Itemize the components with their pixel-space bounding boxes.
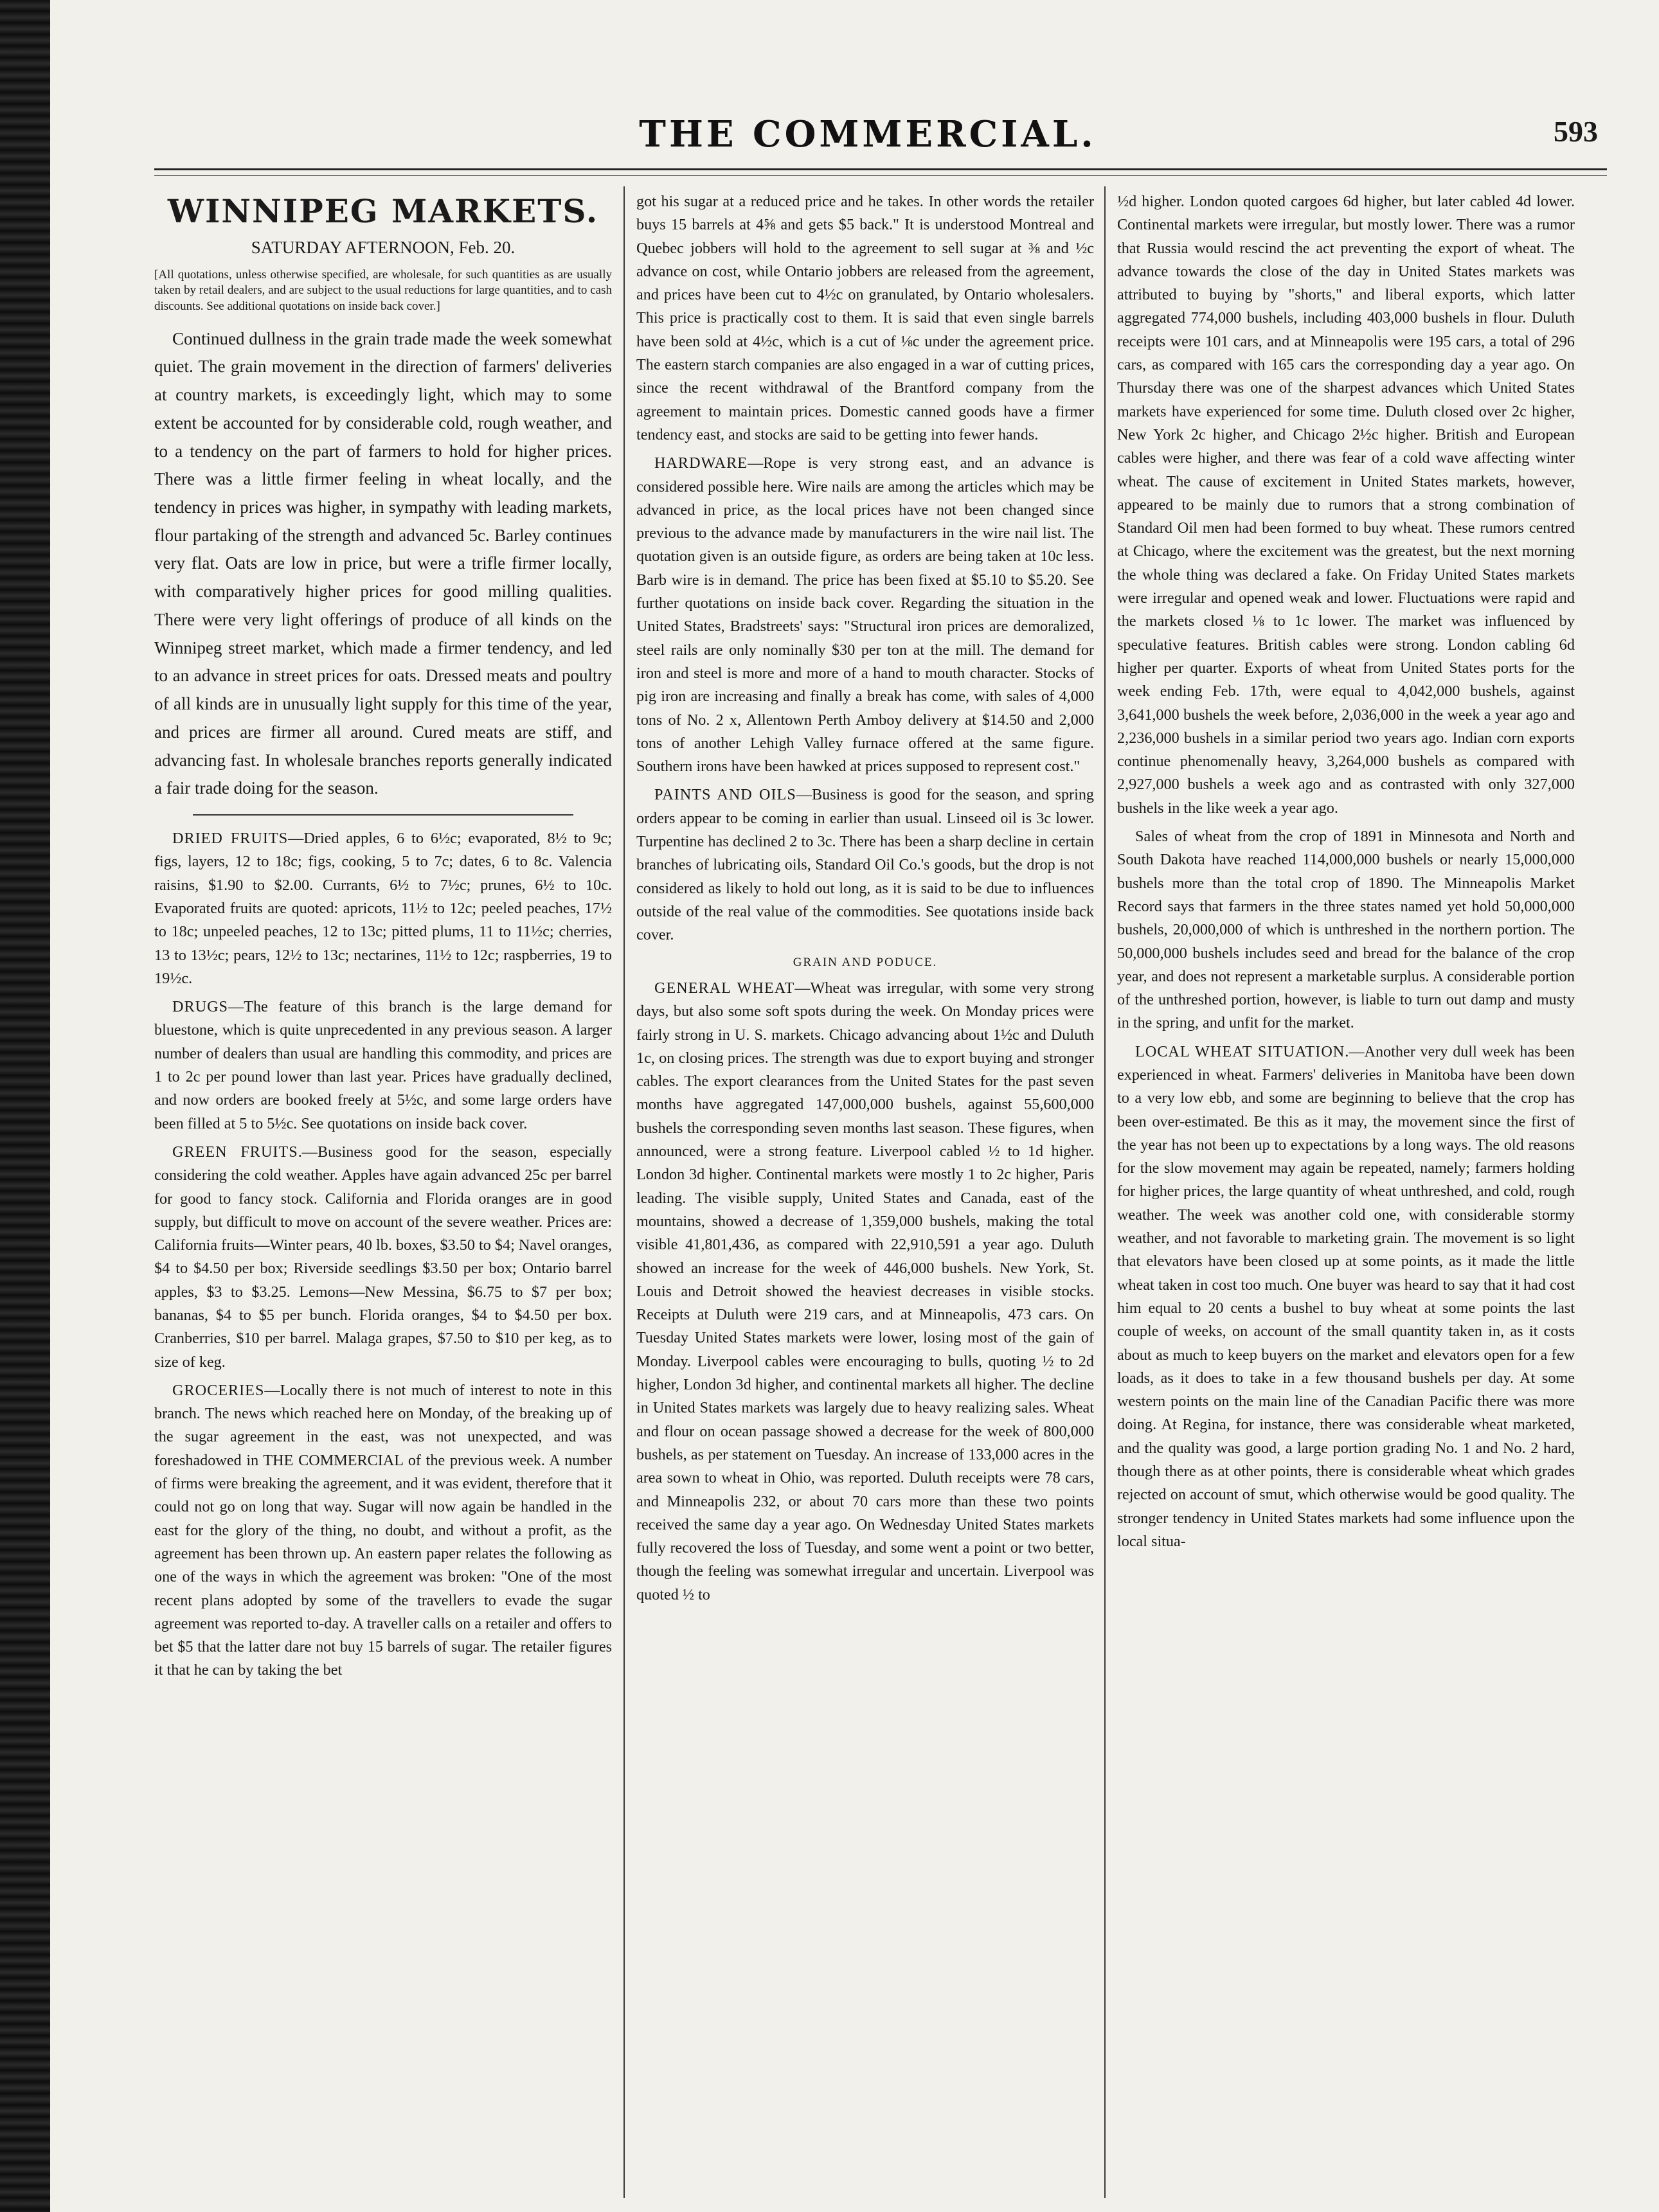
paragraph-head: GROCERIES [172, 1381, 265, 1399]
crop-sales-paragraph: Sales of wheat from the crop of 1891 in Minnesota and North and South Dakota have reached 114,000,000 bushels or nearly 15,000,000 bushels more than the total crop of 1890. The Minneapolis Market Record says that farmers in the three states named yet hold 50,000,000 bushels, 20,000,000 of which is unthreshed in the northern portion. The 50,000,000 bushels includes seed and bread for the balance of the crop year, and does not represent a marketable surplus. A considerable portion of the unthreshed portion, however, is liable to turn out damp and musty in the spring, and unfit for the market. [1117, 828, 1575, 1032]
general-wheat-paragraph [636, 977, 1094, 1607]
quotation-note: [All quotations, unless otherwise specified, are wholesale, for such quantities as are usually taken by retail dealers, and are subject to the usual reductions for large quantities, and to cash discounts. See additional quotations on inside back cover.] [154, 267, 612, 313]
page-number: 593 [1554, 115, 1598, 148]
masthead: THE COMMERCIAL. [639, 113, 1097, 156]
section-divider [193, 814, 573, 816]
paints-oils-paragraph [636, 783, 1094, 947]
paragraph-body: —Business is good for the season, and spring orders appear to be coming in earlier than usual. Linseed oil is 3c lower. Turpentine has declined 2 to 3c. There has been a sharp decline in certain branches of lubricating oils, Standard Oil Co.'s goods, but the drop is not considered as likely to hold out long, as it is said to be due to influences outside of the real value of the commodities. See quotations inside back cover. [636, 786, 1094, 944]
sugar-paragraph: got his sugar at a reduced price and he takes. In other words the retailer buys 15 barrels at 4⅝ and gets $5 back." It is understood Montreal and Quebec jobbers will hold to the agreement to sell sugar at ⅜ and ½c advance on cost, while Ontario jobbers are released from the agreement, and prices have been cut to 4½c on granulated, by Ontario wholesalers. This price is practically cost to them. It is said that even single barrels have been sold at 4½c, which is a cut of ⅛c under the agreement price. The eastern starch companies are also engaged in a war of cutting prices, since the recent withdrawal of the Brantford company from the agreement to maintain prices. Domestic canned goods have a firmer tendency east, and stocks are said to be getting into fewer hands. [636, 193, 1094, 443]
drugs-paragraph [154, 995, 612, 1136]
wheat-continued-paragraph: ½d higher. London quoted cargoes 6d higher, but later cabled 4d lower. Continental markets were irregular, but mostly lower. There was a rumor that Russia would rescind the act preventing the export of wheat. The advance towards the close of the day in United States markets was attributed to buying by "shorts," and liberal exports, which latter aggregated 774,000 bushels, including 403,000 bushels in flour. Duluth receipts were 101 cars, and at Minneapolis were 195 cars, a total of 296 cars, as compared with 165 cars the corresponding day a year ago. On Thursday there was one of the sharpest advances which United States markets have experienced for some time. Duluth closed over 2c higher, New York 2c higher, and Chicago 2½c higher. British and European cables were higher, and there was fear of a cold wave affecting winter wheat. The cause of excitement in United States markets, however, appeared to be mainly due to rumors that a strong combination of Standard Oil men had been formed to buy wheat. These rumors centred at Chicago, where the excitement was the greatest, but the next morning the whole thing was declared a fake. On Friday United States markets were irregular and opened weak and lower. Fluctuations were rapid and the markets closed ⅛ to 1c lower. The market was influenced by speculative features. British cables were strong. London cabling 6d higher per quarter. Exports of wheat from United States ports for the week ending Feb. 17th, were equal to 4,042,000 bushels, against 3,641,000 bushels the week before, 2,036,000 in the week a year ago and 2,236,000 bushels in a similar period two years ago. Indian corn exports continue phenomenally heavy, 3,264,000 bushels as compared with 2,927,000 bushels a week ago and as contrasted with only 327,000 bushels in the like week a year ago. [1117, 193, 1575, 817]
column-3 [1117, 190, 1575, 2195]
paragraph-body: —Rope is very strong east, and an advance is considered possible here. Wire nails are among the articles which may be advanced in price, as the local prices have not been changed since previous to the advance made by manufacturers in the wire nail list. The quotation given is an outside figure, as orders are being taken at 10c less. Barb wire is in demand. The price has been fixed at $5.10 to $5.20. See further quotations on inside back cover. Regarding the situation in the United States, Bradstreets' says: "Structural iron prices are demoralized, steel rails are only nominally $30 per ton at the mill. The demand for iron and steel is more and more of a hand to mouth character. Stocks of pig iron are increasing and finally a break has come, with sales of 4,000 tons of No. 2 x, Allentown Perth Amboy delivery at $14.50 and 2,000 tons of another Lehigh Valley furnace offered at the same figure. Southern irons have been hawked at prices supposed to represent cost." [636, 454, 1094, 776]
groceries-paragraph [154, 1379, 612, 1682]
paragraph-body: .—Business good for the season, especially considering the cold weather. Apples have again advanced 25c per barrel for good to fancy stock. California and Florida oranges are in good supply, but difficult to move on account of the severe weather. Prices are: California fruits—Winter pears, 40 lb. boxes, $3.50 to $4; Navel oranges, $4 to $4.50 per box; Riverside seedlings $3.50 per box; Ontario barrel apples, $3 to $3.25. Lemons—New Messina, $6.75 to $7 per box; bananas, $4 to $5 per bunch. Florida oranges, $4 to $4.50 per box. Cranberries, $10 per barrel. Malaga grapes, $7.50 to $10 per keg, as to size of keg. [154, 1143, 612, 1371]
column-rule [623, 186, 625, 2198]
column-1 [154, 190, 612, 2195]
paragraph-head: PAINTS AND OILS [654, 786, 796, 804]
local-wheat-paragraph [1117, 1040, 1575, 1554]
paragraph-body: —The feature of this branch is the large demand for bluestone, which is quite unprecedented in any previous season. A larger number of dealers than usual are handling this commodity, and prices are 1 to 2c per pound lower than last year. Prices have gradually declined, and now orders are booked freely at 5½c, and some large orders have been filled at 5 to 5½c. See quotations on inside back cover. [154, 998, 612, 1132]
paragraph-head: LOCAL WHEAT SITUATION [1135, 1042, 1345, 1060]
paragraph-body: .—Another very dull week has been experienced in wheat. Farmers' deliveries in Manitoba have been down to a very low ebb, and some are beginning to believe that the crop has been over-estimated. Be this as it may, the movement since the first of the year has not been up to expectations by a long ways. The old reasons for the slow movement may again be repeated, namely; farmers holding for higher prices, the large quantity of wheat unthreshed, and cold, rough weather. The week was another cold one, with considerable stormy weather, and not favorable to marketing grain. The movement is so light that elevators have been closed up at some points, as it made the little wheat taken in cost too much. One buyer was heard to say that it had cost him equal to 20 cents a bushel to buy wheat at some points the last couple of weeks, on account of the small quantity taken in, as it costs about as much to keep buyers on the market and elevators open for a few loads, as it does to take in a few thousand bushels per day. At some western points on the main line of the Canadian Pacific there was more doing. At Regina, for instance, there was considerable wheat marketed, and the quality was good, a large portion grading No. 1 and No. 2 hard, though there as at other points, there is considerable wheat which grades rejected on account of smut, which otherwise would be good quality. The stronger tendency in United States markets had some influence upon the local situa- [1117, 1042, 1575, 1550]
paragraph-head: DRIED FRUITS [172, 830, 289, 848]
paragraph-head: HARDWARE [654, 454, 748, 472]
scan-binding-edge [0, 0, 50, 2212]
hardware-paragraph [636, 452, 1094, 778]
column-rule [1104, 186, 1106, 2198]
dried-fruits-paragraph [154, 827, 612, 990]
green-fruits-paragraph [154, 1141, 612, 1374]
section-title: WINNIPEG MARKETS. [167, 192, 599, 230]
paragraph-head: DRUGS [172, 998, 228, 1016]
dateline: SATURDAY AFTERNOON, Feb. 20. [251, 238, 516, 257]
market-summary: Continued dullness in the grain trade made the week somewhat quiet. The grain movement in the direction of farmers' deliveries at country markets, is exceedingly light, which may to some extent be accounted for by considerable cold, rough weather, and to a tendency on the part of farmers to hold for higher prices. There was a little firmer feeling in wheat locally, and the tendency in prices was higher, in sympathy with leading markets, flour partaking of the strength and advanced 5c. Barley continues very flat. Oats are low in price, but were a trifle firmer locally, with comparatively higher prices for good milling qualities. There were very light offerings of produce of all kinds on the Winnipeg street market, which made a firmer tendency, and led to an advance in street prices for oats. Dressed meats and poultry of all kinds are in unusually light supply for this time of the year, and prices are firmer all around. Cured meats are stiff, and advancing fast. In wholesale branches reports generally indicated a fair trade doing for the season. [154, 328, 612, 798]
grain-produce-subhead: GRAIN AND PODUCE. [793, 955, 938, 969]
paragraph-body: —Dried apples, 6 to 6½c; evaporated, 8½ to 9c; figs, layers, 12 to 18c; figs, cooking, 5 to 7c; dates, 6 to 8c. Valencia raisins, $1.90 to $2.00. Currants, 6½ to 7½c; prunes, 6½ to 10c. Evaporated fruits are quoted: apricots, 11½ to 12c; peeled peaches, 17½ to 18c; unpeeled peaches, 12 to 13c; pitted plums, 11 to 11½c; cherries, 13 to 13½c; pears, 12½ to 13c; nectarines, 11½ to 12c; raspberries, 19 to 19½c. [154, 830, 612, 987]
paragraph-body: —Wheat was irregular, with some very strong days, but also some soft spots during the week. On Monday prices were fairly strong in U. S. markets. Chicago advancing about 1½c and Duluth 1c, on closing prices. The strength was due to export buying and stronger cables. The export clearances from the United States for the past seven months have aggregated 147,000,000 bushels, against 55,600,000 bushels the corresponding seven months last season. These figures, when announced, were a strong feature. Liverpool cabled ½ to 1d higher. London 3d higher. Continental markets were mostly 1 to 2c higher, Paris leading. The visible supply, United States and Canada, east of the mountains, showed a decrease of 1,359,000 bushels, making the total visible 41,801,436, as compared with 22,910,591 a year ago. Duluth showed an increase for the week of 446,000 bushels. New York, St. Louis and Detroit showed the heaviest decreases in visible stocks. Receipts at Duluth were 219 cars, and at Minneapolis, 473 cars. On Tuesday United States markets were lower, losing most of the gain of Monday. Liverpool cables were encouraging to bulls, quoting ½ to 2d higher, London 3d higher, and continental markets all higher. The decline in United States markets was largely due to heavy realizing sales. Wheat and flour on ocean passage showed a decrease for the week of 800,000 bushels, as per statement on Tuesday. An increase of 133,000 acres in the area sown to wheat in Ohio, was reported. Duluth receipts were 78 cars, and Minneapolis 232, or about 70 cars more than these two points received the same day a year ago. On Wednesday United States markets fully recovered the loss of Tuesday, and some went a point or two better, though the feeling was somewhat irregular and uncertain. Liverpool was quoted ½ to [636, 979, 1094, 1603]
paragraph-head: GENERAL WHEAT [654, 979, 795, 997]
paragraph-body: —Locally there is not much of interest to note in this branch. The news which reached here on Monday, of the breaking up of the sugar agreement in the east, was not unexpected, and was foreshadowed in THE COMMERCIAL of the previous week. A number of firms were breaking the agreement, and it was evident, therefore that it could not go on long that way. Sugar will now again be handled in the east for the glory of the thing, no doubt, and without a profit, as the agreement has been thrown up. An eastern paper relates the following as one of the ways in which the agreement was broken: "One of the most recent plans adopted by some of the travellers to evade the sugar agreement was reported to-day. A traveller calls on a retailer and offers to bet $5 that the latter dare not buy 15 barrels of sugar. The retailer figures it that he can by taking the bet [154, 1381, 612, 1679]
masthead-rule [154, 168, 1607, 176]
paragraph-head: GREEN FRUITS [172, 1143, 298, 1161]
column-2 [636, 190, 1094, 2195]
